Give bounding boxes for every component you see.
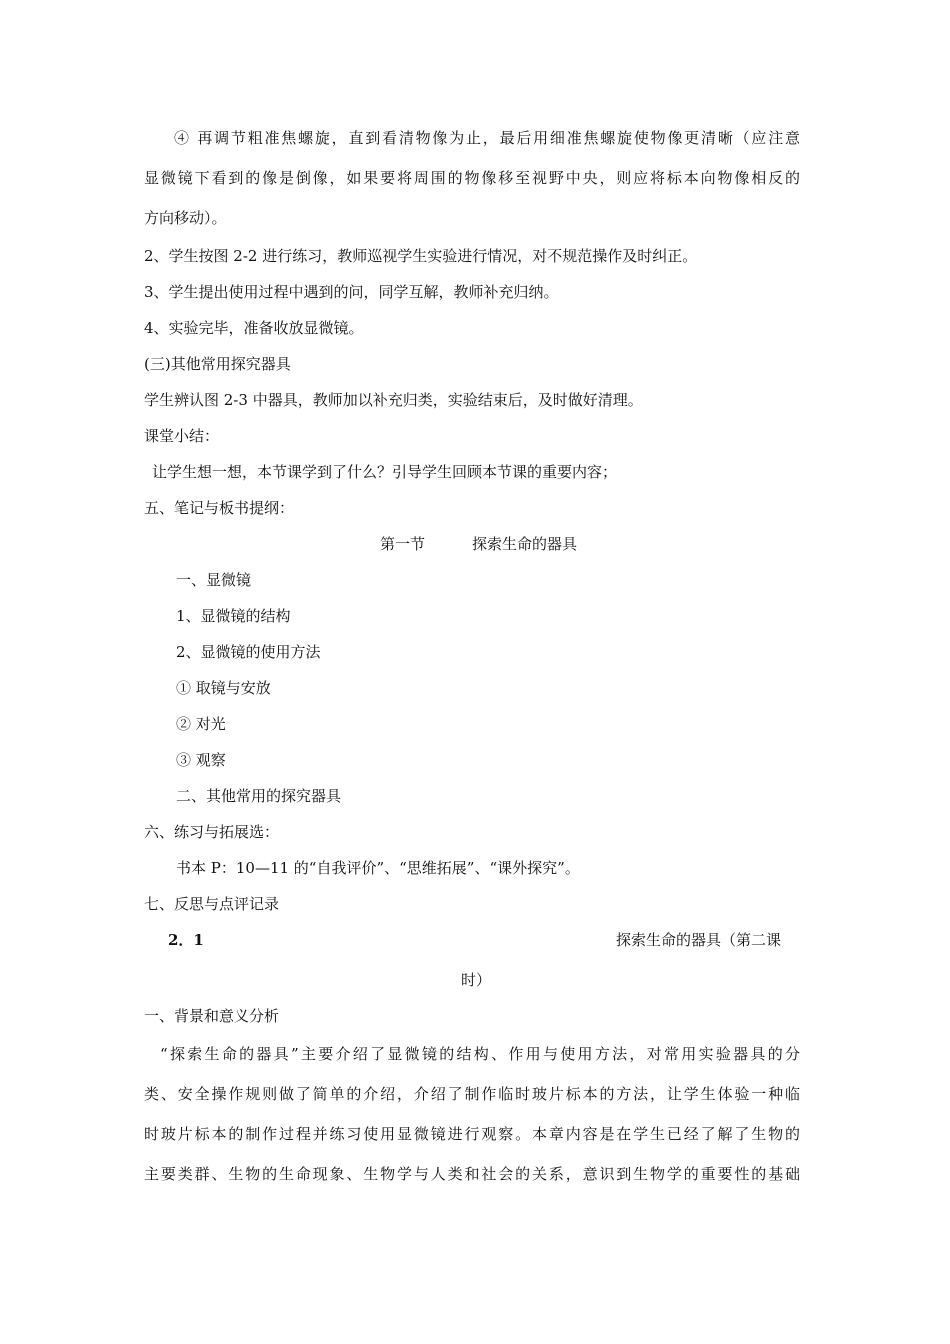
reflection-heading: 七、反思与点评记录 [144, 895, 280, 913]
outline-item: ① 取镜与安放 [176, 679, 271, 697]
outline-item: ③ 观察 [176, 751, 226, 769]
summary-text: 让学生想一想，本节课学到了什么？引导学生回顾本节课的重要内容； [152, 463, 618, 481]
background-line: “探索生命的器具”主要介绍了显微镜的结构、作用与使用方法，对常用实验器具的分 [160, 1045, 800, 1063]
board-heading-section: 第一节 [380, 535, 426, 553]
background-line: 时玻片标本的制作过程并练习使用显微镜进行观察。本章内容是在学生已经了解了生物的 [144, 1125, 800, 1143]
paragraph-line: 显微镜下看到的像是倒像，如果要将周围的物像移至视野中央，则应将标本向物像相反的 [144, 169, 800, 187]
board-heading-title: 探索生命的器具 [472, 535, 578, 553]
outline-item: 1、显微镜的结构 [176, 607, 291, 625]
section-text: 学生辨认图 2-3 中器具，教师加以补充归类，实验结束后，及时做好清理。 [144, 391, 643, 409]
outline-item: 二、其他常用的探究器具 [176, 787, 342, 805]
lesson-number: 2．1 [168, 931, 204, 949]
lesson-title-cont: 时） [461, 971, 492, 989]
paragraph-line: 方向移动）。 [144, 209, 227, 227]
outline-item: ② 对光 [176, 715, 226, 733]
paragraph-line: ④ 再调节粗准焦螺旋，直到看清物像为止，最后用细准焦螺旋使物像更清晰（应注意 [174, 129, 800, 147]
background-heading: 一、背景和意义分析 [144, 1007, 280, 1025]
notes-heading: 五、笔记与板书提纲： [144, 499, 295, 517]
outline-item: 一、显微镜 [176, 571, 252, 589]
lesson-title: 探索生命的器具（第二课 [616, 931, 782, 949]
step-item: 3、学生提出使用过程中遇到的问，同学互解，教师补充归纳。 [144, 283, 559, 301]
step-item: 4、实验完毕，准备收放显微镜。 [144, 319, 364, 337]
step-item: 2、学生按图 2-2 进行练习，教师巡视学生实验进行情况，对不规范操作及时纠正。 [144, 247, 698, 265]
exercise-heading: 六、练习与拓展选： [144, 823, 280, 841]
background-line: 类、安全操作规则做了简单的介绍，介绍了制作临时玻片标本的方法，让学生体验一种临 [144, 1085, 800, 1103]
background-line: 主要类群、生物的生命现象、生物学与人类和社会的关系，意识到生物学的重要性的基础 [144, 1165, 800, 1183]
summary-heading: 课堂小结： [144, 427, 220, 445]
outline-item: 2、显微镜的使用方法 [176, 643, 321, 661]
exercise-text: 书本 P：10—11 的“自我评价”、“思维拓展”、“课外探究”。 [176, 859, 580, 877]
section-heading: (三)其他常用探究器具 [144, 355, 291, 373]
